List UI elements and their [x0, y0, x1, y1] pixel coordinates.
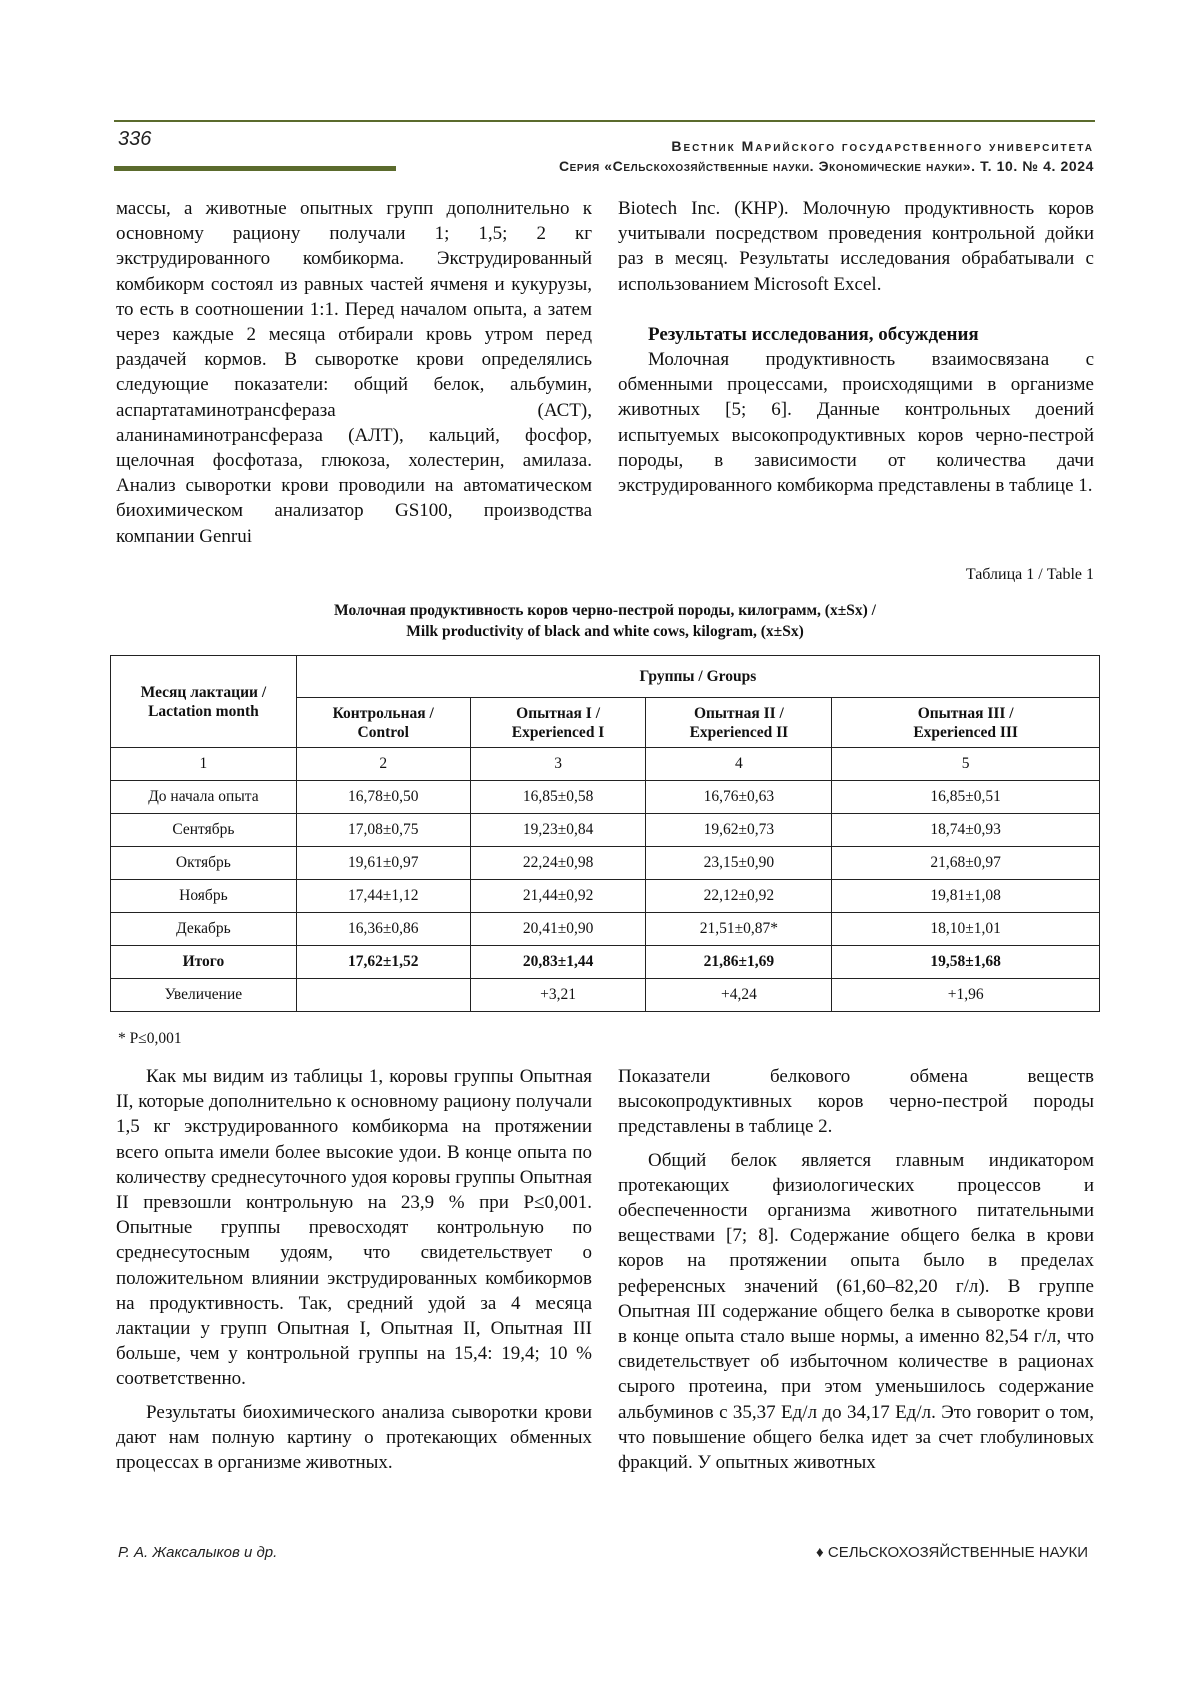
- table-cell: 19,81±1,08: [832, 880, 1100, 913]
- table-cell: 5: [832, 748, 1100, 781]
- milk-productivity-table: [110, 655, 1100, 1012]
- table-cell: 17,08±0,75: [296, 814, 470, 847]
- table-cell: 22,24±0,98: [470, 847, 646, 880]
- table-row-column-numbers: [111, 748, 1100, 781]
- table-row: [111, 847, 1100, 880]
- table-cell: 22,12±0,92: [646, 880, 832, 913]
- table-cell: 3: [470, 748, 646, 781]
- page-number: 336: [118, 128, 152, 150]
- table-caption-en: Milk productivity of black and white cows, kilogram, (x±Sx): [406, 623, 804, 640]
- table-cell: Увеличение: [111, 979, 297, 1012]
- header-line: Control: [357, 723, 409, 741]
- paragraph: Показатели белкового обмена веществ высокопродуктивных коров черно-пестрой породы представлены в таблице 2.: [618, 1066, 1094, 1138]
- table-cell: 19,62±0,73: [646, 814, 832, 847]
- header-month-en: Lactation month: [148, 702, 259, 720]
- left-column-bottom: [116, 1064, 592, 1475]
- table-cell: До начала опыта: [111, 781, 297, 814]
- table-cell: 21,86±1,69: [646, 946, 832, 979]
- section-heading: Результаты исследования, обсуждения: [648, 323, 979, 345]
- table-cell: 17,44±1,12: [296, 880, 470, 913]
- table-cell: 21,44±0,92: [470, 880, 646, 913]
- table-cell: 23,15±0,90: [646, 847, 832, 880]
- header-line: Опытная II /: [693, 704, 784, 722]
- header-month-ru: Месяц лактации /: [140, 683, 267, 701]
- paragraph: Общий белок является главным индикатором протекающих физиологических процессов и обеспеченности организма животного питательными веществами [7; 8]. Содержание общего белка в крови коров на протяжении опыта было в пределах референсных значений (61,60–82,20 г/л). В группе Опытная III содержание общего белка в сыворотке крови в конце опыта стало выше нормы, а именно 82,54 г/л, что свидетельствует об избыточном количестве в рационах сырого протеина, при этом уменьшилось содержание альбуминов с 35,37 Ед/л до 34,17 Ед/л. Это говорит о том, что повышение общего белка идет за счет глобулиновых фракций. У опытных животных: [618, 1149, 1094, 1474]
- header-line: Experienced II: [689, 723, 789, 741]
- table-row: [111, 913, 1100, 946]
- table-row: [111, 814, 1100, 847]
- table-cell: 2: [296, 748, 470, 781]
- header-line: Experienced III: [913, 723, 1018, 741]
- footer-section: ♦ СЕЛЬСКОХОЗЯЙСТВЕННЫЕ НАУКИ: [816, 1544, 1088, 1561]
- table-cell: 4: [646, 748, 832, 781]
- paragraph: Результаты биохимического анализа сыворотки крови дают нам полную картину о протекающих обменных процессах в организме животных.: [116, 1401, 592, 1474]
- header-groups: Группы / Groups: [296, 656, 1099, 698]
- table-cell: 16,85±0,51: [832, 781, 1100, 814]
- table-cell: 16,85±0,58: [470, 781, 646, 814]
- table-footnote: * P≤0,001: [118, 1030, 182, 1047]
- table-cell: 18,74±0,93: [832, 814, 1100, 847]
- right-column-top: [618, 196, 1094, 498]
- table-cell: 16,78±0,50: [296, 781, 470, 814]
- table-cell: +4,24: [646, 979, 832, 1012]
- table-cell: 21,68±0,97: [832, 847, 1100, 880]
- paragraph: массы, а животные опытных групп дополнительно к основному рациону получали 1; 1,5; 2 кг экструдированного комбикорма. Экструдированный комбикорм состоял из равных частей ячменя и кукурузы, то есть в соотношении 1:1. Перед началом опыта, а затем через каждые 2 месяца отбирали кровь утром перед раздачей кормов. В сыворотке крови определялись следующие показатели: общий белок, альбумин, аспартатаминотрансфераза (АСТ), аланинаминотрансфераза (АЛТ), кальций, фосфор, щелочная фосфотаза, глюкоза, холестерин, амилаза. Анализ сыворотки крови проводили на автоматическом биохимическом анализатор GS100, производства компании Genrui: [116, 198, 592, 547]
- table-cell: 21,51±0,87*: [646, 913, 832, 946]
- header-experienced-3: [832, 698, 1100, 748]
- journal-title: Вестник Марийского государственного университета: [671, 138, 1094, 154]
- table-row: [111, 781, 1100, 814]
- table-cell: 19,23±0,84: [470, 814, 646, 847]
- header-line: Контрольная /: [332, 704, 434, 722]
- table-cell: 20,41±0,90: [470, 913, 646, 946]
- table-cell: Сентябрь: [111, 814, 297, 847]
- table-cell: Ноябрь: [111, 880, 297, 913]
- header-experienced-2: [646, 698, 832, 748]
- header-line: Опытная III /: [917, 704, 1014, 722]
- table-cell: Октябрь: [111, 847, 297, 880]
- paragraph: Biotech Inc. (КНР). Молочную продуктивность коров учитывали посредством проведения контрольной дойки раз в месяц. Результаты исследования обрабатывали с использованием Microsoft Excel.: [618, 198, 1094, 295]
- table-cell: 16,76±0,63: [646, 781, 832, 814]
- table-cell: 19,61±0,97: [296, 847, 470, 880]
- header-month: [111, 656, 297, 748]
- table-row: [111, 880, 1100, 913]
- table-row-total: [111, 946, 1100, 979]
- table-cell: 17,62±1,52: [296, 946, 470, 979]
- table-cell: [296, 979, 470, 1012]
- table-cell: 18,10±1,01: [832, 913, 1100, 946]
- table-caption: [110, 600, 1100, 642]
- paragraph: Как мы видим из таблицы 1, коровы группы Опытная II, которые дополнительно к основному рациону получали 1,5 кг экструдированного комбикорма на протяжении всего опыта имели более высокие удои. В конце опыта по количеству среднесуточного удоя коровы группы Опытная II превзошли контрольную на 23,9 % при P≤0,001. Опытные группы превосходят контрольную по среднесутосным удоям, что свидетельствует о положительном влиянии экструдированных комбикормов на продуктивность. Так, средний удой за 4 месяца лактации у групп Опытная I, Опытная II, Опытная III больше, чем у контрольной группы на 15,4: 19,4; 10 % соответственно.: [116, 1066, 592, 1390]
- journal-series: Серия «Сельскохозяйственные науки. Экономические науки». Т. 10. № 4. 2024: [558, 158, 1094, 174]
- right-column-bottom: [618, 1064, 1094, 1475]
- paragraph: Молочная продуктивность взаимосвязана с обменными процессами, происходящими в организме животных [5; 6]. Данные контрольных доений испытуемых высокопродуктивных коров черно-пестрой породы, в зависимости от количества дачи экструдированного комбикорма представлены в таблице 1.: [618, 349, 1094, 497]
- header-top-rule: [114, 120, 1095, 122]
- header-line: Опытная I /: [516, 704, 600, 722]
- table-cell: +3,21: [470, 979, 646, 1012]
- table-row-increase: [111, 979, 1100, 1012]
- header-accent-bar: [114, 166, 396, 171]
- left-column-top: [116, 196, 592, 549]
- table-cell: Итого: [111, 946, 297, 979]
- header-line: Experienced I: [511, 723, 605, 741]
- table-cell: 19,58±1,68: [832, 946, 1100, 979]
- header-control: [296, 698, 470, 748]
- table-cell: Декабрь: [111, 913, 297, 946]
- table-caption-ru: Молочная продуктивность коров черно-пестрой породы, килограмм, (x±Sx) /: [334, 602, 876, 619]
- table-cell: +1,96: [832, 979, 1100, 1012]
- header-experienced-1: [470, 698, 646, 748]
- table-cell: 20,83±1,44: [470, 946, 646, 979]
- footer-authors: Р. А. Жаксалыков и др.: [118, 1544, 278, 1561]
- table-cell: 1: [111, 748, 297, 781]
- table-label: Таблица 1 / Table 1: [965, 566, 1094, 583]
- table-cell: 16,36±0,86: [296, 913, 470, 946]
